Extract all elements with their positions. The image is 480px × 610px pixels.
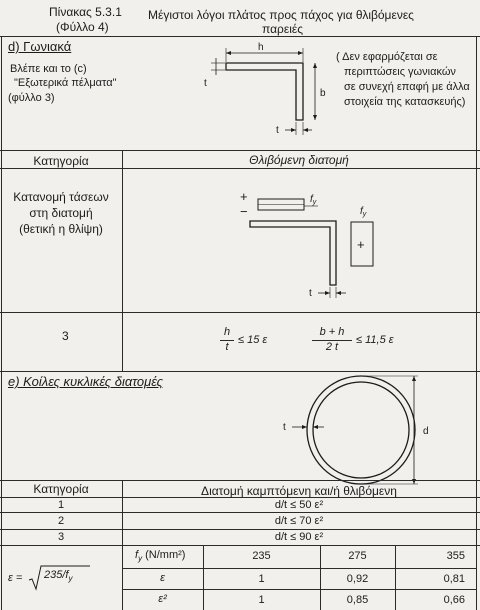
- fy-label-top: $f_y$: [310, 194, 317, 206]
- fig-label-t: t: [309, 288, 312, 299]
- stress-distribution-line2: στη διατομή: [29, 206, 93, 220]
- table-number: Πίνακας 5.3.1: [49, 5, 122, 19]
- table-d-header-category: Κατηγορία: [33, 154, 89, 168]
- table-e-header-section: Διατομή καμπτόμενη και/ή θλιβόμενη: [201, 484, 397, 498]
- epsilon-row-label: ε: [160, 572, 165, 584]
- stress-distribution-line3: (θετική η θλίψη): [19, 222, 103, 236]
- stress-plus-right: +: [357, 237, 365, 252]
- see-also-ref-line2: "Εξωτερικά πέλματα": [14, 77, 117, 89]
- table-d-header-section: Θλιβόμενη διατομή: [249, 153, 349, 167]
- table-e-row3-rule: d/t ≤ 90 ε²: [274, 531, 324, 543]
- formula1-rhs: ≤ 15 ε: [238, 334, 268, 346]
- fig-label-d: d: [423, 426, 429, 437]
- section-e-heading: e) Κοίλες κυκλικές διατομές: [8, 374, 163, 389]
- section-d-heading: d) Γωνιακά: [8, 39, 72, 54]
- table-e-header-category: Κατηγορία: [33, 482, 89, 496]
- table-e-row1-category: 1: [57, 499, 65, 511]
- formula2-denominator: 2 t: [325, 341, 339, 353]
- stress-plus-top: +: [240, 189, 248, 204]
- note-line3: σε συνεχή επαφή με άλλα: [344, 81, 470, 93]
- table-e-row2-rule: d/t ≤ 70 ε²: [274, 515, 324, 527]
- formula2-numerator: b + h: [319, 326, 345, 338]
- table-title-line2: παρειές: [262, 22, 304, 36]
- formula1-numerator: h: [223, 326, 231, 338]
- fy-value-355: 355: [446, 550, 465, 562]
- formula2-rhs: ≤ 11,5 ε: [356, 334, 394, 346]
- epsilon-value-235: 1: [258, 573, 265, 585]
- note-line4: στοιχεία της κατασκευής): [344, 96, 466, 108]
- fig-label-t: t: [283, 422, 286, 433]
- see-also-ref-line3: (φύλλο 3): [8, 92, 55, 104]
- epsilon-value-275: 0,92: [346, 573, 369, 585]
- table-e-row3-category: 3: [57, 531, 65, 543]
- fy-value-275: 275: [348, 550, 367, 562]
- note-line1: ( Δεν εφαρμόζεται σε: [336, 51, 438, 63]
- fig-label-h: h: [258, 42, 264, 53]
- formula1-denominator: t: [225, 341, 229, 353]
- table-e-row2-category: 2: [57, 515, 65, 527]
- stress-minus-top: −: [240, 204, 248, 219]
- fy-label-right: $f_y$: [360, 206, 367, 218]
- stress-distribution-line1: Κατανομή τάσεων: [13, 190, 109, 204]
- fig-label-t-bottom: t: [276, 125, 279, 136]
- see-also-ref-line1: Βλέπε και το (c): [10, 63, 87, 75]
- epsilon-squared-value-235: 1: [258, 594, 265, 606]
- table-title-line1: Μέγιστοι λόγοι πλάτος προς πάχος για θλιβόμενες: [148, 8, 414, 22]
- fig-label-b: b: [320, 88, 326, 99]
- epsilon-definition-lhs: ε =: [8, 572, 23, 584]
- fy-row-label: $f_y$ (N/mm²): [135, 549, 186, 564]
- fig-label-t-left: t: [204, 78, 207, 89]
- note-line2: περιπτώσεις γωνιακών: [344, 66, 456, 78]
- table-e-row1-rule: d/t ≤ 50 ε²: [274, 499, 324, 511]
- epsilon-value-355: 0,81: [443, 573, 465, 585]
- epsilon-definition-radicand: $235/f_y$: [44, 569, 73, 584]
- epsilon-squared-value-275: 0,85: [346, 594, 369, 606]
- fy-value-235: 235: [252, 550, 271, 562]
- sheet-number: (Φύλλο 4): [56, 20, 109, 34]
- epsilon-squared-value-355: 0,66: [443, 594, 465, 606]
- table-d-category-value: 3: [62, 329, 69, 343]
- epsilon-squared-row-label: ε²: [158, 593, 167, 605]
